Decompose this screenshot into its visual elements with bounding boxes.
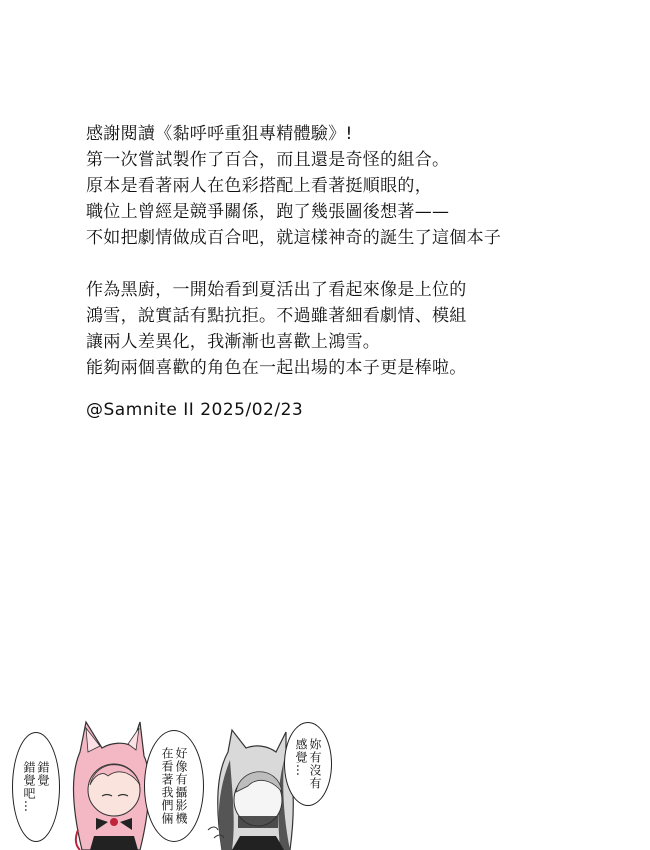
text-line: 職位上曾經是競爭關係，跑了幾張圖後想著——: [86, 202, 450, 222]
text-line: 感謝閱讀《黏呼呼重狙專精體驗》!: [86, 124, 353, 144]
text-line: 讓兩人差異化，我漸漸也喜歡上鴻雪。: [86, 332, 381, 352]
text-line: 第一次嘗試製作了百合，而且還是奇怪的組合。: [86, 150, 450, 170]
speech-bubble-middle: [144, 730, 204, 842]
speech-bubble-left: [12, 732, 60, 842]
bubble-text: 在看著我們倆: [160, 747, 174, 825]
bubble-text: 錯覺吧…: [22, 761, 36, 813]
bubble-text: 妳有沒有: [308, 738, 322, 790]
speech-bubble-right: [284, 722, 332, 806]
bubble-text: 錯覺: [36, 761, 50, 787]
pink-hair-character: [74, 722, 149, 850]
text-line: 能夠兩個喜歡的角色在一起出場的本子更是棒啦。: [86, 358, 467, 378]
text-line: 不如把劇情做成百合吧，就這樣神奇的誕生了這個本子: [86, 228, 502, 248]
text-line: 原本是看著兩人在色彩搭配上看著挺順眼的，: [86, 176, 432, 196]
text-line: 作為黑廚，一開始看到夏活出了看起來像是上位的: [86, 280, 467, 300]
silver-hair-character: [208, 730, 293, 850]
text-line: 鴻雪，說實話有點抗拒。不過雖著細看劇情、模組: [86, 306, 467, 326]
bubble-text: 好像有攝影機: [174, 747, 188, 825]
signature: @Samnite II 2025/02/23: [86, 400, 304, 420]
bubble-text: 感覺…: [294, 738, 308, 777]
